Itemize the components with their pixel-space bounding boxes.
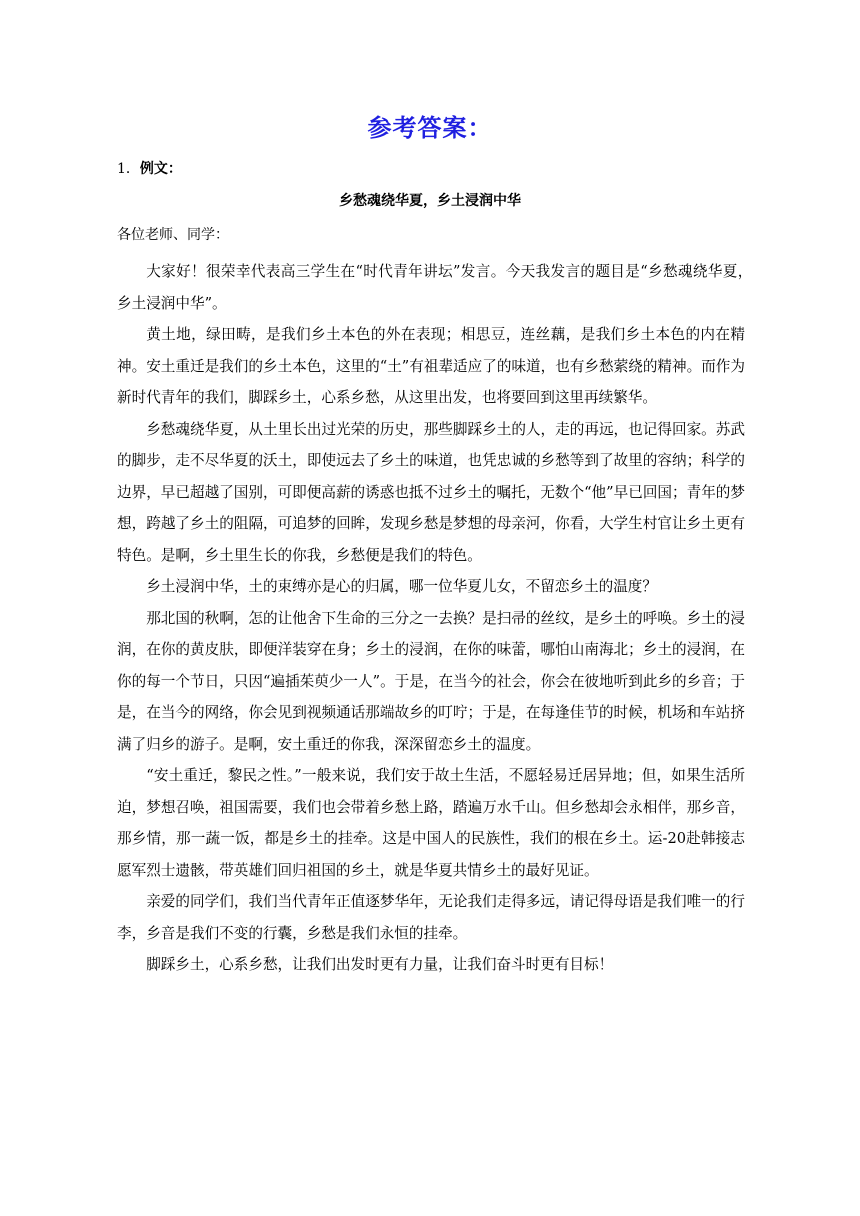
paragraph: 乡愁魂绕华夏，从土里长出过光荣的历史，那些脚踩乡土的人，走的再远，也记得回家。苏武的脚步，走不尽华夏的沃土，即使远去了乡土的味道，也凭忠诚的乡愁等到了故里的容纳；科学的边界，早已超越了国别，可即便高薪的诱惑也抵不过乡土的嘱托，无数个“他”早已回国；青年的梦想，跨越了乡土的阻隔，可追梦的回眸，发现乡愁是梦想的母亲河，你看，大学生村官让乡土更有特色。是啊，乡土里生长的你我，乡愁便是我们的特色。 <box>117 420 745 564</box>
paragraph: “安土重迁，黎民之性。”一般来说，我们安于故土生活，不愿轻易迁居异地；但，如果生活所迫，梦想召唤，祖国需要，我们也会带着乡愁上路，踏遍万水千山。但乡愁却会永相伴，那乡音，那乡情，那一蔬一饭，都是乡土的挂牵。这是中国人的民族性，我们的根在乡土。运-20赴韩接志愿军烈士遗骸，带英雄们回归祖国的乡土，就是华夏共情乡土的最好见证。 <box>117 767 745 879</box>
answer-heading: 参考答案： <box>367 114 493 142</box>
paragraph: 乡土浸润中华，土的束缚亦是心的归属，哪一位华夏儿女，不留恋乡土的温度？ <box>146 578 657 595</box>
paragraph: 那北国的秋啊，怎的让他舍下生命的三分之一去换？是扫帚的丝纹，是乡土的呼唤。乡土的浸润，在你的黄皮肤，即便洋装穿在身；乡土的浸润，在你的味蕾，哪怕山南海北；乡土的浸润，在你的每一个节日，只因“遍插茱萸少一人”。于是，在当今的社会，你会在彼地听到此乡的乡音；于是，在当今的网络，你会见到视频通话那端故乡的叮咛；于是，在每逢佳节的时候，机场和车站挤满了归乡的游子。是啊，安土重迁的你我，深深留恋乡土的温度。 <box>117 609 745 753</box>
essay-title: 乡愁魂绕华夏，乡土浸润中华 <box>339 193 521 209</box>
paragraph: 黄土地，绿田畴，是我们乡土本色的外在表现；相思豆，连丝藕，是我们乡土本色的内在精神。安土重迁是我们的乡土本色，这里的“土”有祖辈适应了的味道，也有乡愁萦绕的精神。而作为新时代青年的我们，脚踩乡土，心系乡愁，从这里出发，也将要回到这里再续繁华。 <box>117 326 745 406</box>
question-label <box>117 158 182 180</box>
question-number: 1． <box>117 161 140 177</box>
salutation: 各位老师、同学： <box>117 227 229 243</box>
paragraph: 大家好！很荣幸代表高三学生在“时代青年讲坛”发言。今天我发言的题目是“乡愁魂绕华夏， 乡土浸润中华”。 <box>117 263 760 312</box>
essay-body <box>117 256 760 981</box>
paragraph: 亲爱的同学们，我们当代青年正值逐梦华年，无论我们走得多远，请记得母语是我们唯一的行李，乡音是我们不变的行囊，乡愁是我们永恒的挂牵。 <box>117 893 745 942</box>
question-label-text: 例文： <box>139 161 182 177</box>
paragraph: 脚踩乡土，心系乡愁，让我们出发时更有力量，让我们奋斗时更有目标！ <box>146 956 614 973</box>
